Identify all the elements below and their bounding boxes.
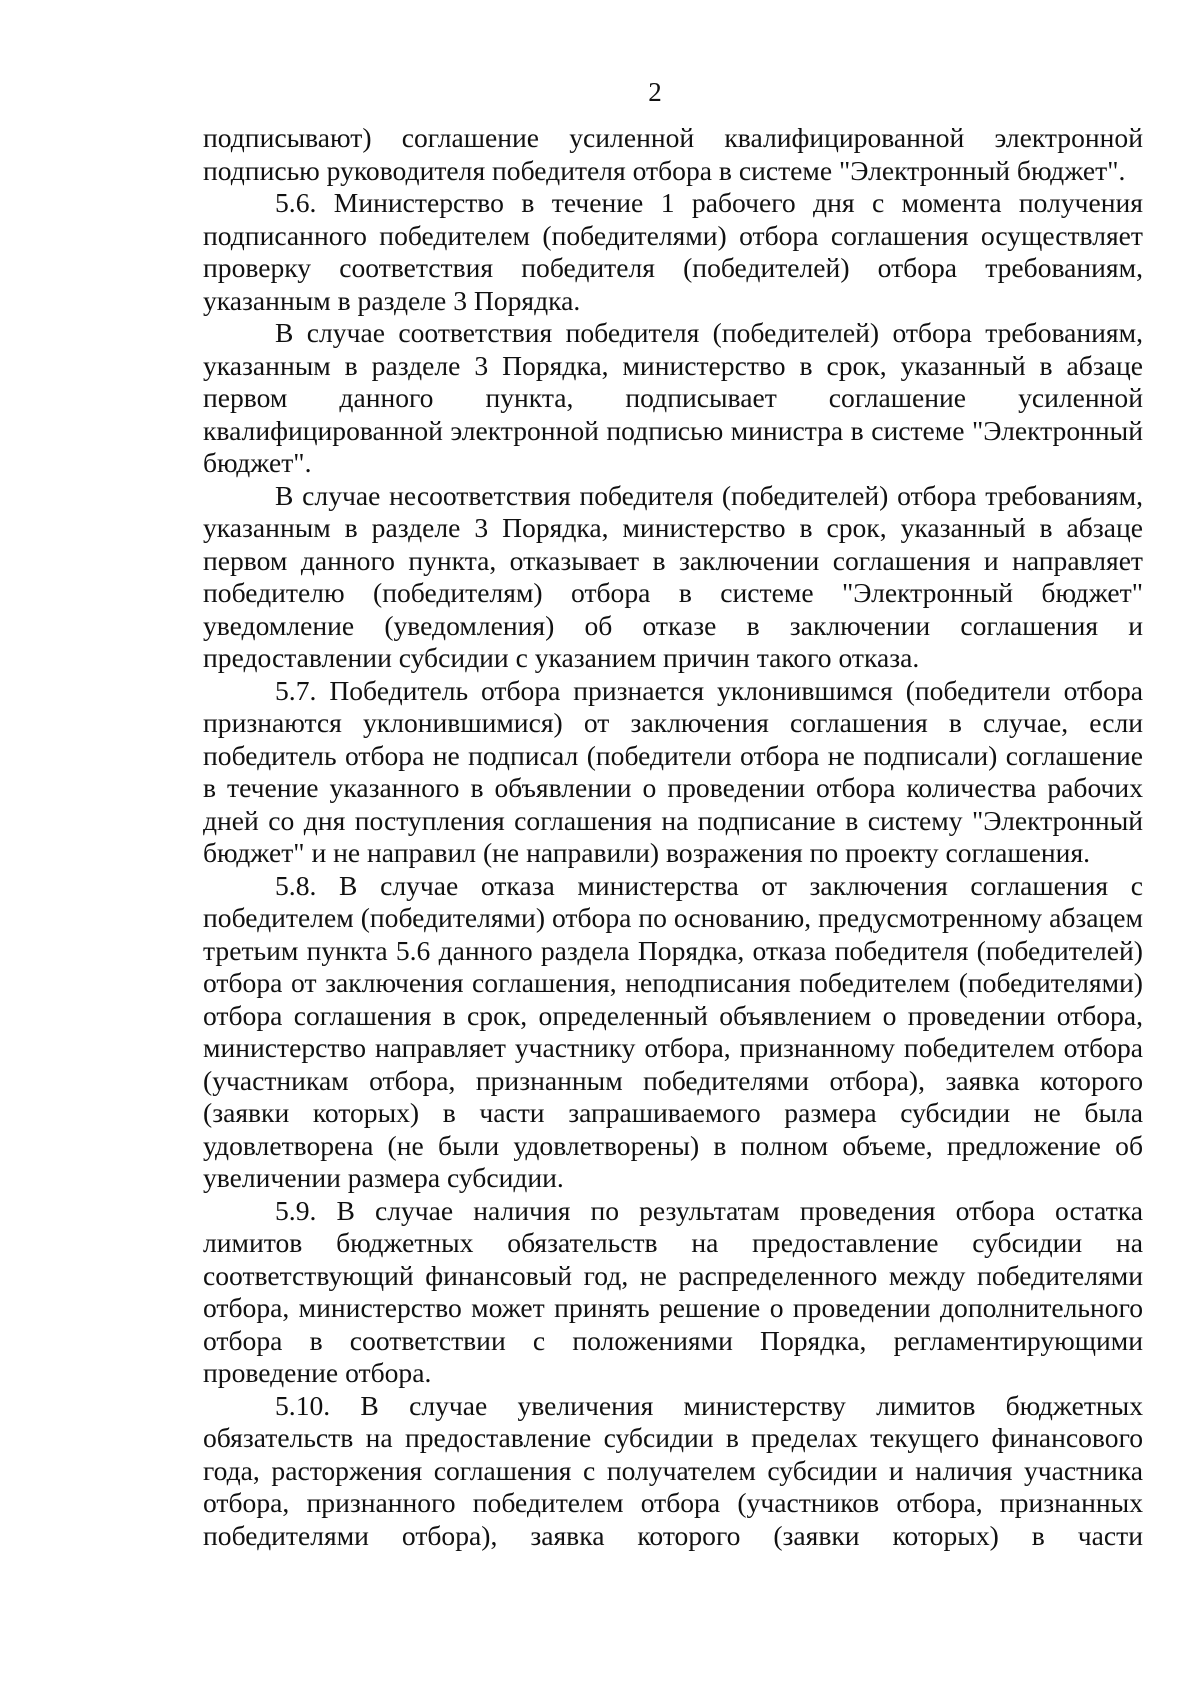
paragraph-5-9: 5.9. В случае наличия по результатам проведения отбора остатка лимитов бюджетных обязательств на предоставление субсидии на соответствующий финансовый год, не распределенного между победителями отбора, министерство может принять решение о проведении дополнительного отбора в соответствии с положениями Порядка, регламентирующими проведение отбора. [203,1194,1143,1388]
paragraph-5-8: 5.8. В случае отказа министерства от заключения соглашения с победителем (победителями) отбора по основанию, предусмотренному абзацем третьим пункта 5.6 данного раздела Порядка, отказа победителя (победителей) отбора от заключения соглашения, неподписания победителем (победителями) отбора соглашения в срок, определенный объявлением о проведении отбора, министерство направляет участнику отбора, признанному победителем отбора (участникам отбора, признанным победителями отбора), заявка которого (заявки которых) в части запрашиваемого размера субсидии не была удовлетворена (не были удовлетворены) в полном объеме, предложение об увеличении размера субсидии. [203,869,1143,1193]
paragraph-continuation: подписывают) соглашение усиленной квалифицированной электронной подписью руководителя победителя отбора в системе "Электронный бюджет". [203,122,1143,186]
paragraph-5-7: 5.7. Победитель отбора признается уклонившимся (победители отбора признаются уклонившимися) от заключения соглашения в случае, если победитель отбора не подписал (победители отбора не подписали) соглашение в течение указанного в объявлении о проведении отбора количества рабочих дней со дня поступления соглашения на подписание в систему "Электронный бюджет" и не направил (не направили) возражения по проекту соглашения. [203,674,1143,868]
page-number: 2 [648,77,662,107]
paragraph-5-6-compliance: В случае соответствия победителя (победителей) отбора требованиям, указанным в разделе 3 Порядка, министерство в срок, указанный в абзаце первом данного пункта, подписывает соглашение усиленной квалифицированной электронной подписью министра в системе "Электронный бюджет". [203,317,1143,478]
document-body [203,122,1143,1552]
paragraph-5-10: 5.10. В случае увеличения министерству лимитов бюджетных обязательств на предоставление субсидии в пределах текущего финансового года, расторжения соглашения с получателем субсидии и наличия участника отбора, признанного победителем отбора (участников отбора, признанных победителями отбора), заявка которого (заявки которых) в части [203,1389,1143,1551]
paragraph-5-6-noncompliance: В случае несоответствия победителя (победителей) отбора требованиям, указанным в разделе 3 Порядка, министерство в срок, указанный в абзаце первом данного пункта, отказывает в заключении соглашения и направляет победителю (победителям) отбора в системе "Электронный бюджет" уведомление (уведомления) об отказе в заключении соглашения и предоставлении субсидии с указанием причин такого отказа. [203,479,1143,673]
paragraph-5-6: 5.6. Министерство в течение 1 рабочего дня с момента получения подписанного победителем (победителями) отбора соглашения осуществляет проверку соответствия победителя (победителей) отбора требованиям, указанным в разделе 3 Порядка. [203,187,1143,316]
